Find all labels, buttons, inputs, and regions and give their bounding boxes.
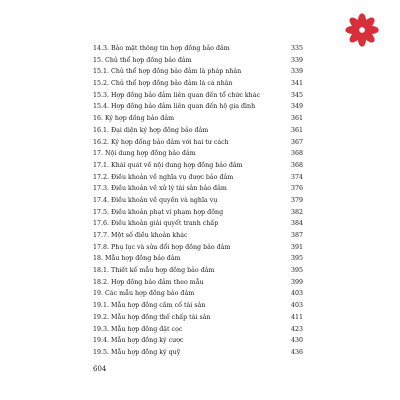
toc-entry-page: 382 xyxy=(290,208,303,216)
toc-entry xyxy=(93,347,303,359)
toc-entry-page: 403 xyxy=(290,290,303,298)
toc-entry-page: 395 xyxy=(290,255,303,263)
toc-entry-title: 17.5. Điều khoản phạt vi phạm hợp đồng xyxy=(93,208,224,216)
toc-entry-page: 395 xyxy=(290,267,303,275)
toc-entry-title: 17.2. Điều khoản về nghĩa vụ được bảo đảm xyxy=(93,173,234,181)
toc-entry xyxy=(93,183,303,195)
toc-entry-title: 17. Nội dung hợp đồng bảo đảm xyxy=(93,150,196,158)
toc-entry-page: 368 xyxy=(290,150,303,158)
toc-entry-title: 15.2. Chủ thể hợp đồng bảo đảm là cá nhân xyxy=(93,80,233,88)
toc-entry xyxy=(93,101,303,113)
toc-entry-page: 361 xyxy=(290,126,303,134)
toc-entry xyxy=(93,113,303,125)
toc-entry xyxy=(93,137,303,149)
toc-entry-page: 361 xyxy=(290,115,303,123)
toc-entry xyxy=(93,55,303,67)
toc-entry xyxy=(93,160,303,172)
toc-entry-title: 15.4. Hợp đồng bảo đảm liên quan đến hộ gia đình xyxy=(93,103,256,111)
toc-entry-title: 19.3. Mẫu hợp đồng đặt cọc xyxy=(93,325,183,333)
toc-entry-title: 17.4. Điều khoản về quyền và nghĩa vụ xyxy=(93,196,218,204)
toc-entry-title: 19.4. Mẫu hợp đồng ký cược xyxy=(93,337,184,345)
toc-entry-page: 430 xyxy=(290,337,303,345)
toc-entry-page: 411 xyxy=(290,313,303,321)
toc-entry xyxy=(93,288,303,300)
toc-entry-page: 423 xyxy=(290,325,303,333)
toc-entry-title: 14.3. Bảo mật thông tin hợp đồng bảo đảm xyxy=(93,45,230,52)
toc-entry xyxy=(93,43,303,55)
toc-entry-page: 387 xyxy=(290,232,303,239)
page-number: 604 xyxy=(93,365,107,373)
toc-entry-title: 17.8. Phụ lục và sửa đổi hợp đồng bảo đảm xyxy=(93,243,231,251)
toc-entry xyxy=(93,265,303,277)
table-of-contents xyxy=(93,43,303,359)
toc-entry-title: 16.2. Ký hợp đồng bảo đảm với hai tư cách xyxy=(93,138,229,146)
toc-entry xyxy=(93,230,303,242)
toc-entry-title: 19. Các mẫu hợp đồng bảo đảm xyxy=(93,290,195,298)
toc-entry-title: 18.2. Hợp đồng bảo đảm theo mẫu xyxy=(93,278,204,286)
toc-entry-title: 18.1. Thiết kế mẫu hợp đồng bảo đảm xyxy=(93,267,215,275)
toc-entry xyxy=(93,90,303,102)
toc-entry-title: 17.7. Một số điều khoản khác xyxy=(93,232,188,239)
toc-entry xyxy=(93,335,303,347)
toc-entry xyxy=(93,125,303,137)
toc-entry-title: 15. Chủ thể hợp đồng bảo đảm xyxy=(93,56,192,64)
toc-entry-page: 368 xyxy=(290,161,303,169)
toc-entry-page: 374 xyxy=(290,173,303,181)
toc-entry xyxy=(93,218,303,230)
toc-entry-title: 19.1. Mẫu hợp đồng cầm cố tài sản xyxy=(93,302,206,310)
toc-entry-page: 339 xyxy=(290,68,303,76)
toc-entry xyxy=(93,207,303,219)
toc-entry-title: 17.6. Điều khoản giải quyết tranh chấp xyxy=(93,220,219,228)
toc-entry-title: 18. Mẫu hợp đồng bảo đảm xyxy=(93,255,181,263)
toc-entry-page: 436 xyxy=(290,348,303,356)
toc-entry-title: 19.5. Mẫu hợp đồng ký quỹ xyxy=(93,348,181,356)
flower-logo-icon xyxy=(344,12,380,48)
toc-entry xyxy=(93,172,303,184)
toc-entry-page: 384 xyxy=(290,220,303,228)
toc-entry-title: 16.1. Đại diện ký hợp đồng bảo đảm xyxy=(93,126,209,134)
toc-entry-title: 17.3. Điều khoản về xử lý tài sản bảo đảm xyxy=(93,185,227,193)
toc-entry xyxy=(93,148,303,160)
toc-entry-page: 341 xyxy=(290,80,303,88)
toc-entry-title: 19.2. Mẫu hợp đồng thế chấp tài sản xyxy=(93,313,211,321)
toc-entry-title: 17.1. Khái quát về nội dung hợp đồng bảo đảm xyxy=(93,161,243,169)
toc-entry-page: 379 xyxy=(290,196,303,204)
toc-entry xyxy=(93,242,303,254)
toc-entry-page: 367 xyxy=(290,138,303,146)
toc-entry-page: 349 xyxy=(290,103,303,111)
toc-entry xyxy=(93,324,303,336)
toc-entry-page: 399 xyxy=(290,278,303,286)
toc-entry xyxy=(93,277,303,289)
toc-entry-page: 376 xyxy=(290,185,303,193)
toc-entry xyxy=(93,66,303,78)
toc-entry xyxy=(93,195,303,207)
toc-entry xyxy=(93,78,303,90)
toc-entry-page: 391 xyxy=(290,243,303,251)
toc-entry-title: 15.3. Hợp đồng bảo đảm liên quan đến tổ chức khác xyxy=(93,91,261,99)
toc-entry-page: 403 xyxy=(290,302,303,310)
toc-entry-title: 15.1. Chủ thể hợp đồng bảo đảm là pháp nhân xyxy=(93,68,242,76)
toc-entry xyxy=(93,312,303,324)
toc-entry-title: 16. Ký hợp đồng bảo đảm xyxy=(93,115,175,123)
toc-entry-page: 339 xyxy=(290,56,303,64)
toc-entry xyxy=(93,300,303,312)
toc-entry-page: 345 xyxy=(290,91,303,99)
toc-entry xyxy=(93,253,303,265)
toc-entry-page: 335 xyxy=(290,45,303,52)
